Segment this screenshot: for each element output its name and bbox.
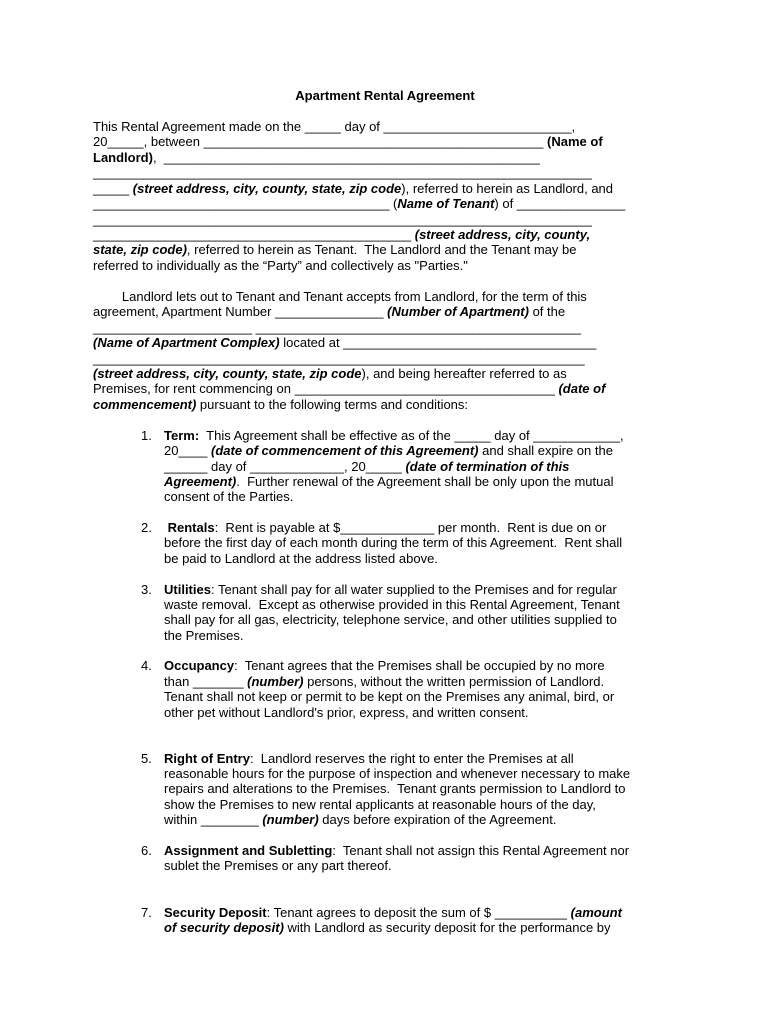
- para2-text: of the: [528, 304, 566, 319]
- term-line-3: [164, 459, 569, 475]
- document-title: Apartment Rental Agreement: [295, 88, 475, 103]
- landlord-address-label: (street address, city, county, state, zip code: [132, 181, 402, 196]
- term-text: 20____: [164, 443, 211, 458]
- item-number: 6.: [141, 843, 152, 858]
- deposit-line-1: [164, 905, 622, 921]
- premises-address-label: (street address, city, county, state, zip code: [93, 366, 362, 381]
- occupancy-line-3: Tenant shall not keep or permit to be kept on the Premises any animal, bird, or: [164, 689, 615, 704]
- term-line-5: consent of the Parties.: [164, 489, 294, 504]
- assignment-heading: Assignment and Subletting: [164, 843, 333, 858]
- deposit-line-2: [164, 920, 611, 936]
- termination-date-label: (date of termination of this: [405, 459, 570, 474]
- intro-line-6: [93, 196, 625, 212]
- utilities-line-1: [164, 582, 617, 598]
- entry-line-5: [164, 812, 556, 828]
- tenant-address-label: (street address, city, county,: [414, 227, 591, 242]
- amount-label-end: of security deposit): [164, 920, 284, 935]
- para2-text: ), and being hereafter referred to as: [361, 366, 567, 381]
- para2-line-2: [93, 304, 565, 320]
- occupancy-line-2: [164, 674, 604, 690]
- intro-text: ) of _______________: [494, 196, 626, 211]
- intro-line-9: [93, 242, 576, 258]
- security-deposit-heading: Security Deposit: [164, 905, 267, 920]
- intro-blank: ____________________________________________: [93, 227, 415, 242]
- intro-line-7: _____________________________________________________________________: [93, 212, 592, 227]
- commencement-date-label: (date of commencement of this Agreement): [211, 443, 479, 458]
- assignment-line-1: [164, 843, 629, 859]
- entry-text: days before expiration of the Agreement.: [318, 812, 557, 827]
- rentals-heading: Rentals: [167, 520, 215, 535]
- term-line-4: [164, 474, 613, 490]
- term-line-1: [164, 428, 624, 444]
- occupancy-text: : Tenant agrees that the Premises shall be occupied by no more: [234, 658, 605, 673]
- date-of-commencement-label: (date of: [558, 381, 606, 396]
- tenant-address-label-end: state, zip code): [93, 242, 187, 257]
- assignment-text: : Tenant shall not assign this Rental Agreement nor: [332, 843, 630, 858]
- rentals-text: : Rent is payable at $_____________ per month. Rent is due on or: [214, 520, 607, 535]
- intro-line-8: [93, 227, 590, 243]
- utilities-line-3: shall pay for all gas, electricity, telephone service, and other utilities supplied to: [164, 612, 617, 627]
- intro-line-1: This Rental Agreement made on the _____ day of __________________________,: [93, 119, 576, 134]
- item-number: 1.: [141, 428, 152, 443]
- occupancy-text: persons, without the written permission of Landlord.: [303, 674, 605, 689]
- occupancy-text: than _______: [164, 674, 248, 689]
- entry-line-3: repairs and alterations to the Premises. Tenant grants permission to Landlord to: [164, 781, 626, 796]
- term-text: ______ day of _____________, 20_____: [164, 459, 406, 474]
- para2-text: Premises, for rent commencing on ____________________________________: [93, 381, 559, 396]
- para2-line-6: [93, 366, 567, 382]
- term-text: This Agreement shall be effective as of the _____ day of ____________,: [199, 428, 624, 443]
- number-label: (number): [262, 812, 319, 827]
- apartment-complex-label: (Name of Apartment Complex): [93, 335, 280, 350]
- intro-line-4: _____________________________________________________________________: [93, 165, 592, 180]
- occupancy-line-1: [164, 658, 605, 674]
- intro-line-10: referred to individually as the “Party” and collectively as "Parties.": [93, 258, 468, 273]
- intro-text: , referred to herein as Tenant. The Landlord and the Tenant may be: [186, 242, 577, 257]
- intro-line-3: [93, 150, 540, 166]
- utilities-heading: Utilities: [164, 582, 211, 597]
- utilities-line-4: the Premises.: [164, 628, 244, 643]
- para2-text: pursuant to the following terms and conditions:: [196, 397, 469, 412]
- deposit-text: with Landlord as security deposit for the performance by: [283, 920, 611, 935]
- para2-line-7: [93, 381, 605, 397]
- intro-text: ), referred to herein as Landlord, and: [401, 181, 614, 196]
- item-number: 5.: [141, 751, 152, 766]
- item-number: 7.: [141, 905, 152, 920]
- apartment-number-label: (Number of Apartment): [387, 304, 529, 319]
- item-number: 3.: [141, 582, 152, 597]
- intro-text: 20_____, between _______________________________________________: [93, 134, 548, 149]
- para2-line-1: Landlord lets out to Tenant and Tenant accepts from Landlord, for the term of this: [93, 289, 587, 304]
- entry-line-1: [164, 751, 574, 767]
- assignment-line-2: sublet the Premises or any part thereof.: [164, 858, 392, 873]
- para2-line-8: [93, 397, 468, 413]
- right-of-entry-heading: Right of Entry: [164, 751, 250, 766]
- rentals-line-1: [164, 520, 606, 536]
- intro-line-5: [93, 181, 613, 197]
- amount-label: (amount: [570, 905, 622, 920]
- intro-blank: _____: [93, 181, 133, 196]
- utilities-line-2: waste removal. Except as otherwise provided in this Rental Agreement, Tenant: [164, 597, 620, 612]
- term-text: . Further renewal of the Agreement shall be only upon the mutual: [236, 474, 614, 489]
- entry-line-4: show the Premises to new rental applicants at reasonable hours of the day,: [164, 797, 596, 812]
- para2-text: located at ___________________________________: [279, 335, 597, 350]
- rentals-line-3: be paid to Landlord at the address listed above.: [164, 551, 438, 566]
- term-text: and shall expire on the: [478, 443, 613, 458]
- item-number: 4.: [141, 658, 152, 673]
- para2-line-4: [93, 335, 596, 351]
- term-line-2: [164, 443, 613, 459]
- entry-text: within ________: [164, 812, 263, 827]
- number-label: (number): [247, 674, 304, 689]
- termination-date-label-end: Agreement): [164, 474, 237, 489]
- para2-text: agreement, Apartment Number _______________: [93, 304, 388, 319]
- para2-line-3: ______________________ _____________________________________________: [93, 320, 582, 335]
- para2-line-5: ____________________________________________________________________: [93, 351, 585, 366]
- utilities-text: : Tenant shall pay for all water supplied to the Premises and for regular: [210, 582, 617, 597]
- name-of-landlord-label-end: Landlord): [93, 150, 153, 165]
- deposit-text: : Tenant agrees to deposit the sum of $ __________: [266, 905, 571, 920]
- intro-blank: _________________________________________ (: [93, 196, 398, 211]
- entry-text: : Landlord reserves the right to enter the Premises at all: [249, 751, 574, 766]
- rentals-line-2: before the first day of each month during the term of this Agreement. Rent shall: [164, 535, 623, 550]
- name-of-tenant-label: Name of Tenant: [397, 196, 495, 211]
- occupancy-line-4: other pet without Landlord's prior, express, and written consent.: [164, 705, 529, 720]
- intro-blank: , ____________________________________________________: [152, 150, 540, 165]
- entry-line-2: reasonable hours for the purpose of inspection and whenever necessary to make: [164, 766, 631, 781]
- date-of-commencement-label-end: commencement): [93, 397, 197, 412]
- name-of-landlord-label: (Name of: [547, 134, 603, 149]
- item-number: 2.: [141, 520, 152, 535]
- term-heading: Term:: [164, 428, 200, 443]
- intro-line-2: [93, 134, 603, 150]
- occupancy-heading: Occupancy: [164, 658, 235, 673]
